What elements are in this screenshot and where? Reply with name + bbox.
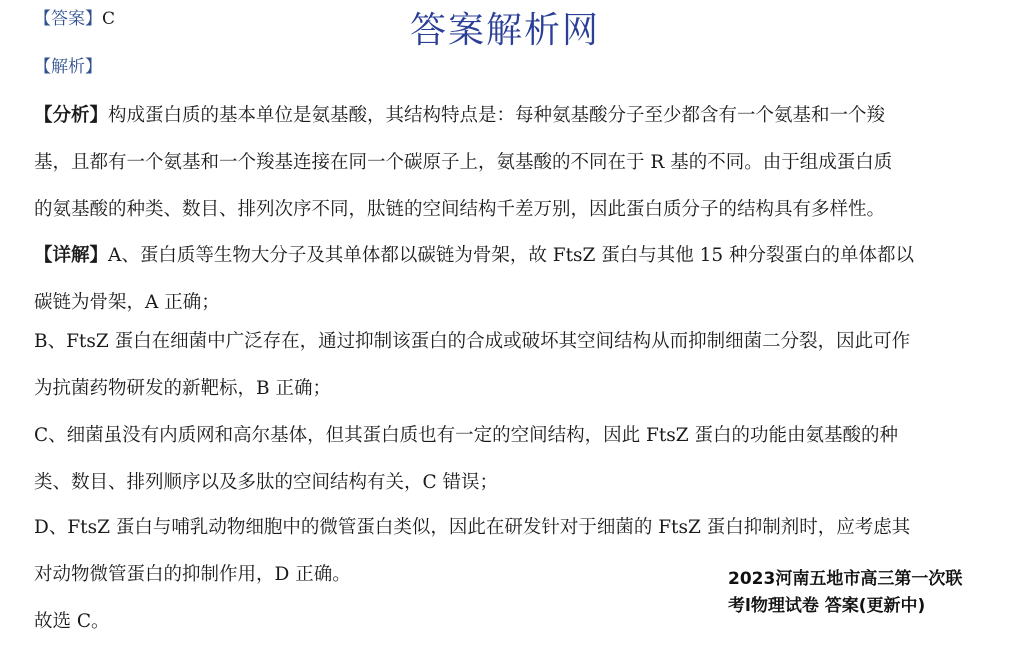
analysis-line-text: 构成蛋白质的基本单位是氨基酸，其结构特点是：每种氨基酸分子至少都含有一个氨基和一个羧 [108,105,886,126]
analysis-line: 基，且都有一个氨基和一个羧基连接在同一个碳原子上，氨基酸的不同在于 R 基的不同。由于组成蛋白质 [34,152,893,173]
analysis-label: 【解析】 [34,57,102,77]
option-c-line: C、细菌虽没有内质网和高尔基体，但其蛋白质也有一定的空间结构，因此 FtsZ 蛋白的功能由氨基酸的种 [34,425,899,446]
option-a-line: 碳链为骨架，A 正确； [34,292,220,313]
option-a-line [34,232,994,279]
option-d-line: 对动物微管蛋白的抑制作用，D 正确。 [34,564,351,585]
banner-line: 2023河南五地市高三第一次联 [728,569,963,589]
detail-section-label: 【详解】 [34,245,109,266]
exam-title-banner [728,566,1008,620]
answer-line [34,8,115,30]
analysis-line [34,92,994,139]
analysis-line: 的氨基酸的种类、数目、排列次序不同，肽链的空间结构千差万别，因此蛋白质分子的结构具有多样性。 [34,199,886,220]
option-a-line-text: A、蛋白质等生物大分子及其单体都以碳链为骨架，故 FtsZ 蛋白与其他 15 种分裂蛋白的单体都以 [108,245,915,266]
option-c-line: 类、数目、排列顺序以及多肽的空间结构有关，C 错误； [34,472,499,493]
conclusion-line: 故选 C。 [34,611,110,632]
option-a-paragraph [34,232,994,326]
site-watermark: 答案解析网 [410,10,601,51]
option-d-line: D、FtsZ 蛋白与哺乳动物细胞中的微管蛋白类似，因此在研发针对于细菌的 FtsZ 蛋白抑制剂时，应考虑其 [34,517,911,538]
answer-value: C [102,9,116,29]
answer-label: 【答案】 [34,9,102,29]
analysis-paragraph [34,92,994,233]
banner-line: 考l物理试卷 答案(更新中) [728,596,926,616]
analysis-section-label: 【分析】 [34,105,109,126]
option-b-line: B、FtsZ 蛋白在细菌中广泛存在，通过抑制该蛋白的合成或破坏其空间结构从而抑制细菌二分裂，因此可作 [34,331,911,352]
option-b-line: 为抗菌药物研发的新靶标，B 正确； [34,378,331,399]
option-c-paragraph [34,412,994,506]
option-b-paragraph [34,318,994,412]
